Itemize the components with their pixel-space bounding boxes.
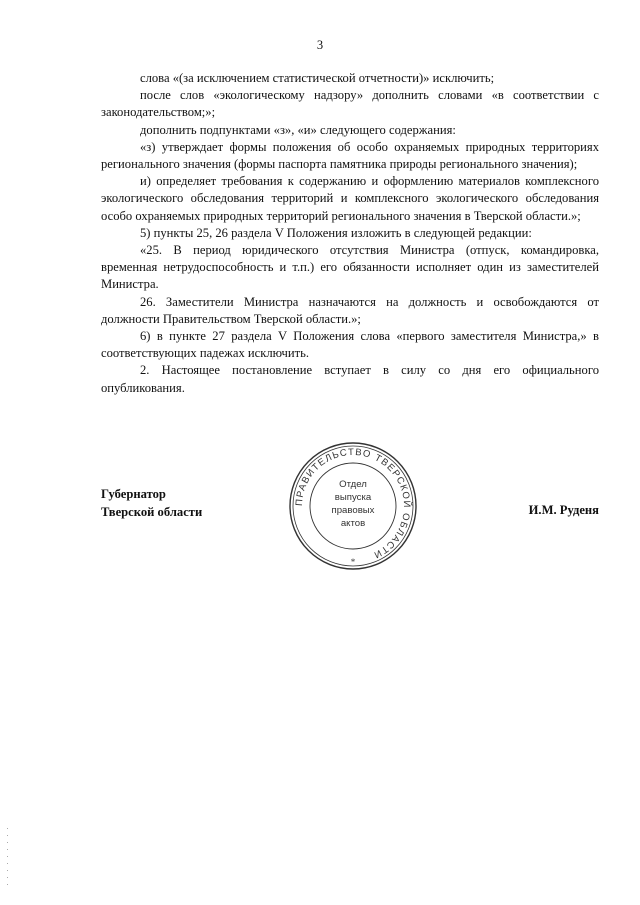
svg-text:*: * [350, 557, 356, 567]
paragraph: 2. Настоящее постановление вступает в силу со дня его официального опубликования. [101, 363, 599, 395]
paragraph: 26. Заместители Министра назначаются на должность и освобождаются от должности Правительством Тверской области.»; [101, 294, 599, 326]
paragraph: слова «(за исключением статистической отчетности)» исключить; [140, 71, 495, 85]
official-stamp [287, 440, 419, 572]
signatory-title-line: Губернатор [101, 487, 166, 501]
paragraph: 6) в пункте 27 раздела V Положения слова «первого заместителя Министра,» в соответствующих падежах исключить. [101, 329, 599, 361]
paragraph: и) определяет требования к содержанию и оформлению материалов комплексного экологического обследования территорий и комплексного экологического обследования особо охраняемых природных территорий регионального значения в Тверской области.»; [101, 174, 599, 223]
document-body [101, 70, 599, 397]
signatory-name: И.М. Руденя [528, 503, 599, 517]
paragraph: «з) утверждает формы положения об особо охраняемых природных территориях регионального значения (формы паспорта памятника природы регионального значения); [101, 139, 599, 172]
page-number: 3 [316, 38, 324, 52]
stamp-line: Отдел [339, 479, 367, 490]
paragraph: после слов «экологическому надзору» дополнить словами «в соответствии с законодательством;»; [101, 88, 599, 120]
paragraph: 5) пункты 25, 26 раздела V Положения изложить в следующей редакции: [140, 225, 532, 240]
margin-marks [6, 828, 9, 888]
stamp-center-text [287, 478, 419, 530]
paragraph: дополнить подпунктами «з», «и» следующего содержания: [140, 122, 456, 137]
paragraph: «25. В период юридического отсутствия Министра (отпуск, командировка, временная нетрудоспособность и т.п.) его обязанности исполняет один из заместителей Министра. [101, 243, 599, 292]
stamp-line: актов [340, 518, 366, 529]
stamp-line: выпуска [334, 492, 372, 503]
stamp-line: правовых [331, 505, 375, 516]
svg-text:ПРАВИТЕЛЬСТВО ТВЕРСКОЙ ОБЛАСТИ: ПРАВИТЕЛЬСТВО ТВЕРСКОЙ ОБЛАСТИ [293, 446, 413, 561]
signatory-title-line: Тверской области [101, 504, 203, 519]
signatory-title [101, 486, 202, 521]
